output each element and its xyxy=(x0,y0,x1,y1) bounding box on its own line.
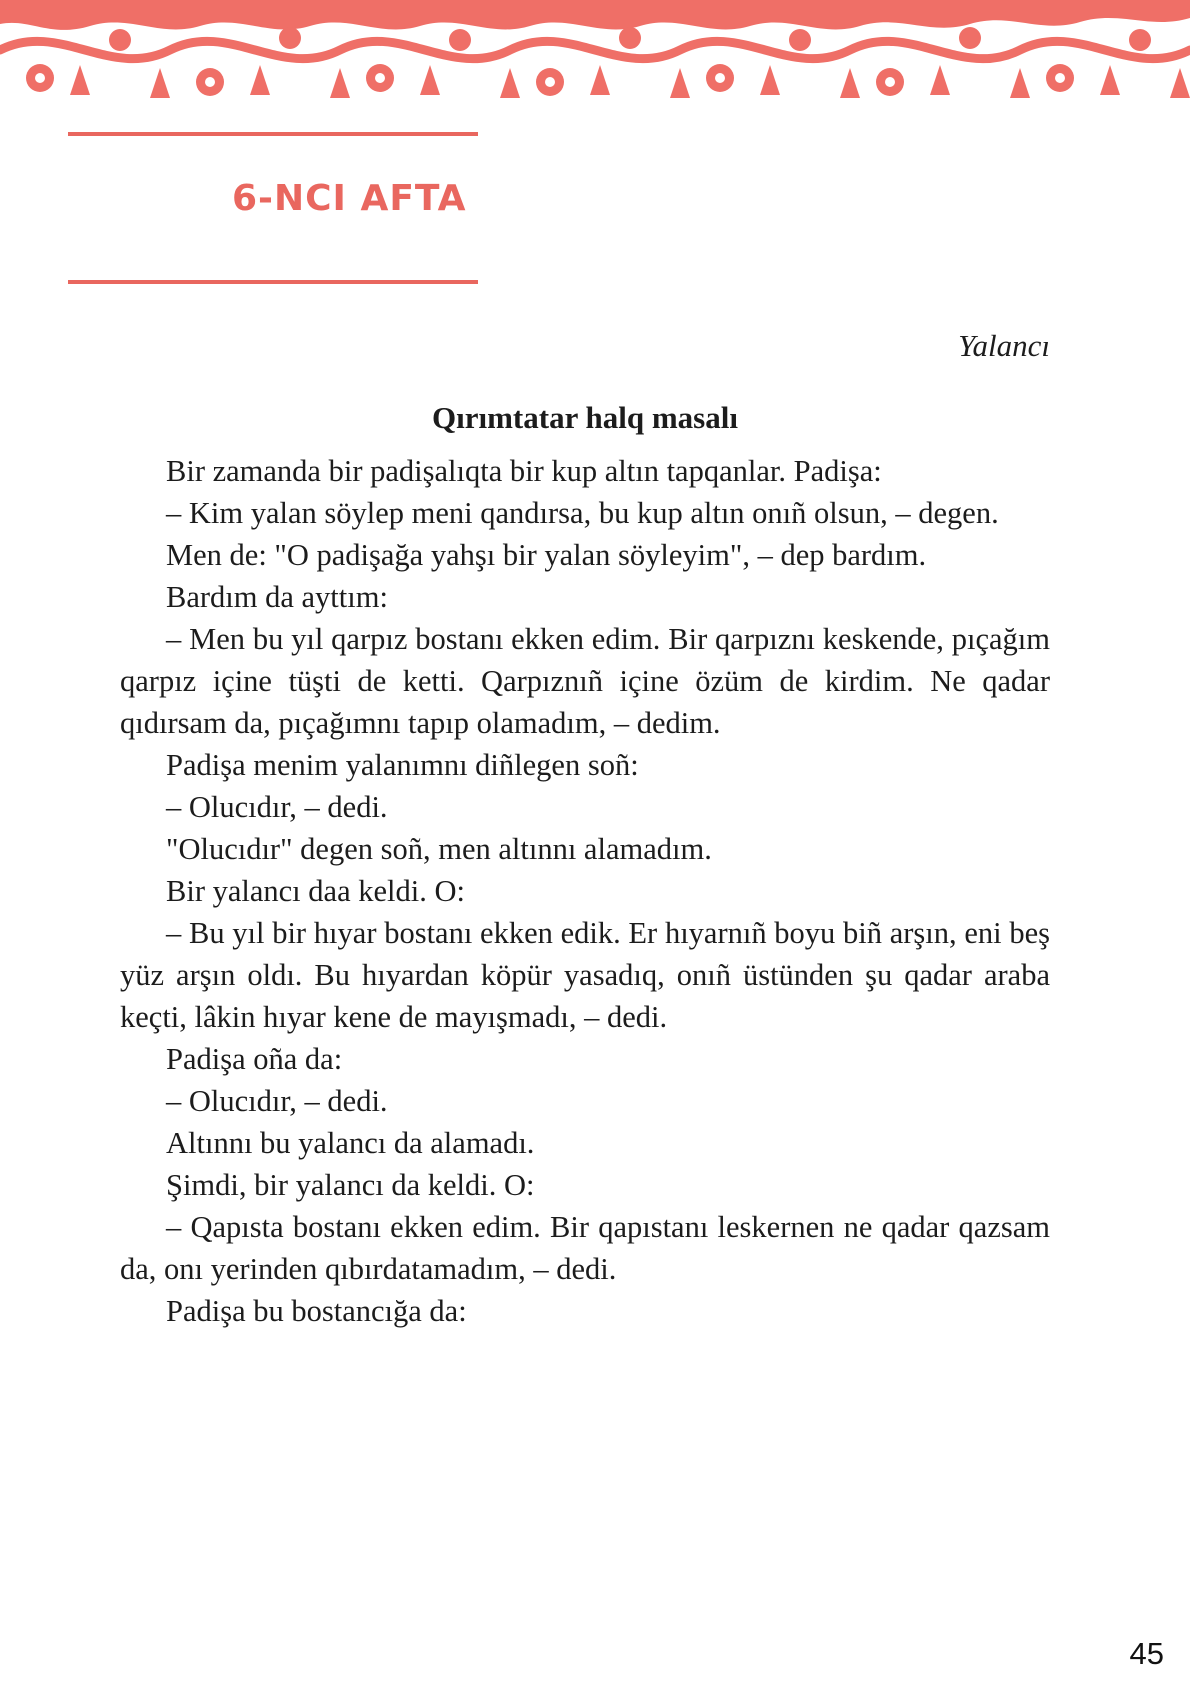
paragraph: Padişa menim yalanımnı diñlegen soñ: xyxy=(166,748,639,782)
story-title: Yalancı xyxy=(958,328,1050,363)
paragraph: Bardım da ayttım: xyxy=(166,580,388,614)
header-rule-top xyxy=(68,132,478,136)
page-number: 45 xyxy=(1129,1636,1164,1671)
paragraph: – Olucıdır, – dedi. xyxy=(166,1084,388,1118)
paragraph: Bir yalancı daa keldi. O: xyxy=(166,874,465,908)
floral-ornament-border xyxy=(0,0,1190,112)
story-subtitle: Qırımtatar halq masalı xyxy=(432,400,738,435)
paragraph: "Olucıdır" degen soñ, men altınnı alamadım. xyxy=(166,832,712,866)
paragraph: Altınnı bu yalancı da alamadı. xyxy=(166,1126,535,1160)
week-heading: 6-NCI AFTA xyxy=(232,178,467,219)
paragraph: – Men bu yıl qarpız bostanı ekken edim. Bir qarpıznı keskende, pıçağım qarpız içine tüşti de ketti. Qarpıznıñ içine özüm de kirdim. Ne qadar qıdırsam da, pıçağımnı tapıp olamadım, – dedim. xyxy=(120,622,1050,740)
paragraph: – Bu yıl bir hıyar bostanı ekken edik. Er hıyarnıñ boyu biñ arşın, eni beş yüz arşın oldı. Bu hıyardan köpür yasadıq, onıñ üstünden şu qadar araba keçti, lâkin hıyar kene de mayışmadı, – dedi. xyxy=(120,916,1050,1034)
paragraph: Bir zamanda bir padişalıqta bir kup altın tapqanlar. Padişa: xyxy=(166,454,882,488)
header-rule-bottom xyxy=(68,280,478,284)
paragraph: Şimdi, bir yalancı da keldi. O: xyxy=(166,1168,535,1202)
story-body xyxy=(120,450,1050,1332)
paragraph: Padişa oña da: xyxy=(166,1042,343,1076)
paragraph: – Qapısta bostanı ekken edim. Bir qapıstanı leskernen ne qadar qazsam da, onı yerinden qıbırdatamadım, – dedi. xyxy=(120,1210,1050,1286)
paragraph: – Olucıdır, – dedi. xyxy=(166,790,388,824)
paragraph: Men de: "O padişağa yahşı bir yalan söyleyim", – dep bardım. xyxy=(166,538,927,572)
paragraph: – Kim yalan söylep meni qandırsa, bu kup altın onıñ olsun, – degen. xyxy=(166,496,999,530)
paragraph: Padişa bu bostancığa da: xyxy=(166,1294,467,1328)
